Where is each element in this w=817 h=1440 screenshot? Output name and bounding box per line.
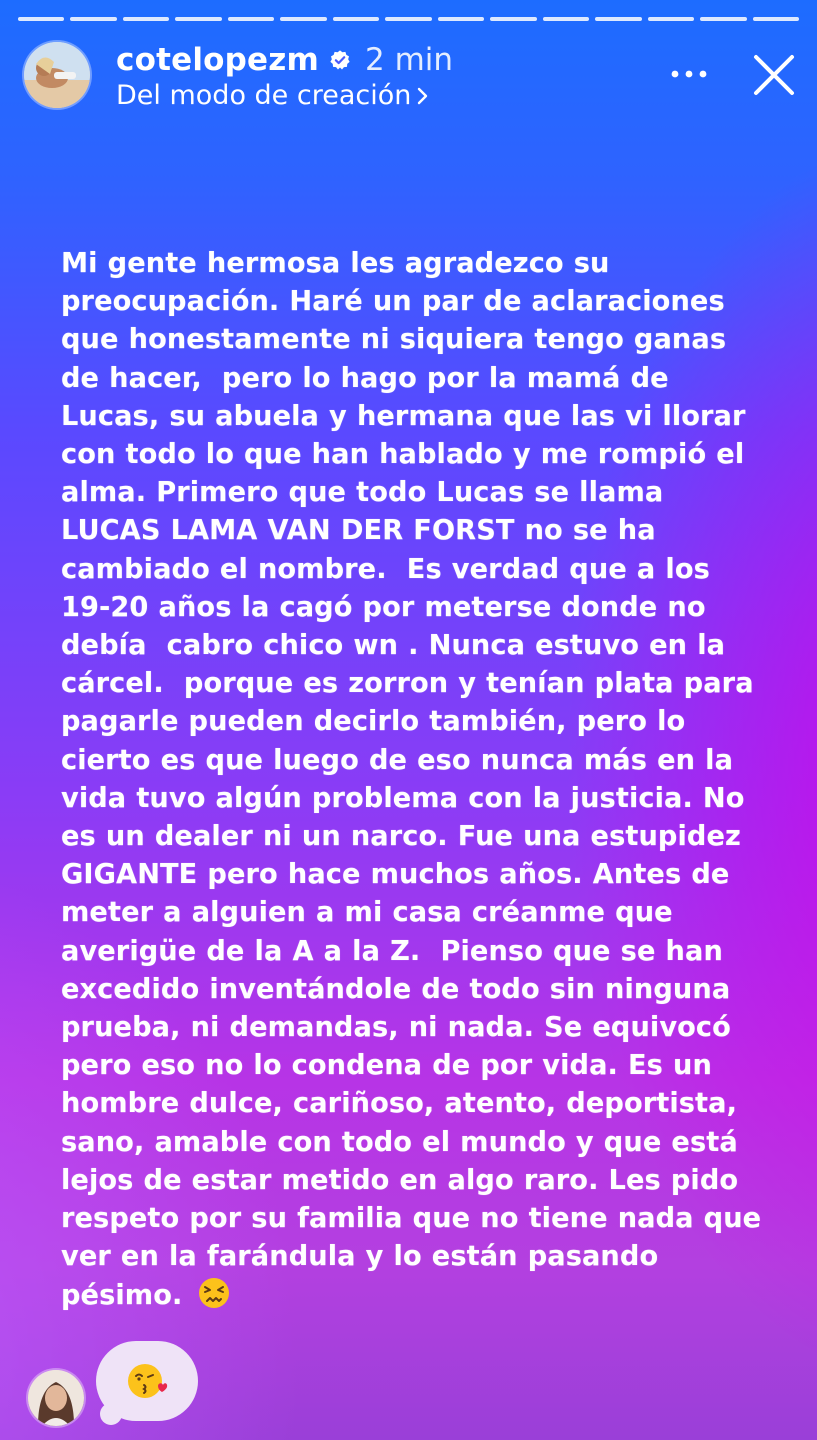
profile-avatar[interactable]: [24, 42, 90, 108]
story-text: [61, 245, 773, 1316]
progress-segment: [280, 17, 326, 21]
kissing-face-heart-icon: [125, 1359, 169, 1403]
progress-segment: [123, 17, 169, 21]
username[interactable]: cotelopezm: [116, 42, 320, 78]
story-text-line: cierto es que luego de eso nunca más en la: [61, 744, 734, 776]
verified-badge-icon: [329, 49, 351, 71]
post-time: 2 min: [365, 42, 454, 78]
reaction-bubble[interactable]: [96, 1341, 198, 1421]
progress-segment: [385, 17, 431, 21]
source-label: Del modo de creación: [116, 80, 412, 111]
story-text-line: excedido inventándole de todo sin ninguna: [61, 973, 731, 1005]
story-text-line: sano, amable con todo el mundo y que está: [61, 1126, 738, 1158]
progress-segment: [595, 17, 641, 21]
close-icon[interactable]: [751, 52, 797, 98]
viewer-avatar[interactable]: [28, 1370, 84, 1426]
story-text-line: pésimo.: [61, 1276, 773, 1315]
story-header: [24, 42, 801, 112]
story-text-line: cárcel. porque es zorron y tenían plata para: [61, 668, 754, 700]
story-text-line: ver en la farándula y lo están pasando: [61, 1241, 659, 1273]
username-row: [116, 42, 453, 78]
persevering-face-icon: [197, 1276, 231, 1310]
chevron-right-icon: [417, 86, 429, 106]
story-text-line: debía cabro chico wn . Nunca estuvo en la: [61, 630, 726, 662]
more-icon[interactable]: [667, 62, 711, 86]
avatar-photo-icon: [24, 42, 90, 108]
story-text-line: con todo lo que han hablado y me rompió el: [61, 439, 745, 471]
story-text-line: pagarle pueden decirlo también, pero lo: [61, 706, 686, 738]
progress-segment: [175, 17, 221, 21]
story-text-line: alma. Primero que todo Lucas se llama: [61, 477, 664, 509]
progress-segment: [543, 17, 589, 21]
story-text-line: lejos de estar metido en algo raro. Les pido: [61, 1164, 739, 1196]
story-text-line: meter a alguien a mi casa créanme que: [61, 897, 673, 929]
progress-segment: [753, 17, 799, 21]
story-text-line: hombre dulce, cariñoso, atento, deportista,: [61, 1088, 738, 1120]
story-text-line: preocupación. Haré un par de aclaraciones: [61, 286, 725, 318]
story-text-line: averigüe de la A a la Z. Pienso que se han: [61, 935, 723, 967]
progress-segment: [70, 17, 116, 21]
story-text-line: respeto por su familia que no tiene nada que: [61, 1203, 762, 1235]
story-text-line: LUCAS LAMA VAN DER FORST no se ha: [61, 515, 656, 547]
progress-segment: [228, 17, 274, 21]
progress-segment: [648, 17, 694, 21]
creation-mode-link[interactable]: [116, 80, 429, 111]
story-progress-bar: [18, 17, 799, 21]
progress-segment: [700, 17, 746, 21]
story-text-line: Lucas, su abuela y hermana que las vi llorar: [61, 400, 746, 432]
progress-segment: [438, 17, 484, 21]
story-text-line: es un dealer ni un narco. Fue una estupidez: [61, 821, 741, 853]
story-text-line: cambiado el nombre. Es verdad que a los: [61, 553, 710, 585]
story-text-line: pero eso no lo condena de por vida. Es un: [61, 1050, 712, 1082]
progress-segment: [490, 17, 536, 21]
story-text-line: GIGANTE pero hace muchos años. Antes de: [61, 859, 730, 891]
story-text-line: de hacer, pero lo hago por la mamá de: [61, 362, 669, 394]
story-text-line: que honestamente ni siquiera tengo ganas: [61, 324, 727, 356]
story-text-line: prueba, ni demandas, ni nada. Se equivocó: [61, 1012, 731, 1044]
progress-segment: [333, 17, 379, 21]
story-text-line: 19-20 años la cagó por meterse donde no: [61, 591, 706, 623]
bubble-tail: [100, 1403, 122, 1425]
story-text-line: Mi gente hermosa les agradezco su: [61, 248, 610, 279]
viewer-avatar-photo-icon: [28, 1370, 84, 1426]
story-text-line: vida tuvo algún problema con la justicia. No: [61, 782, 745, 814]
progress-segment: [18, 17, 64, 21]
